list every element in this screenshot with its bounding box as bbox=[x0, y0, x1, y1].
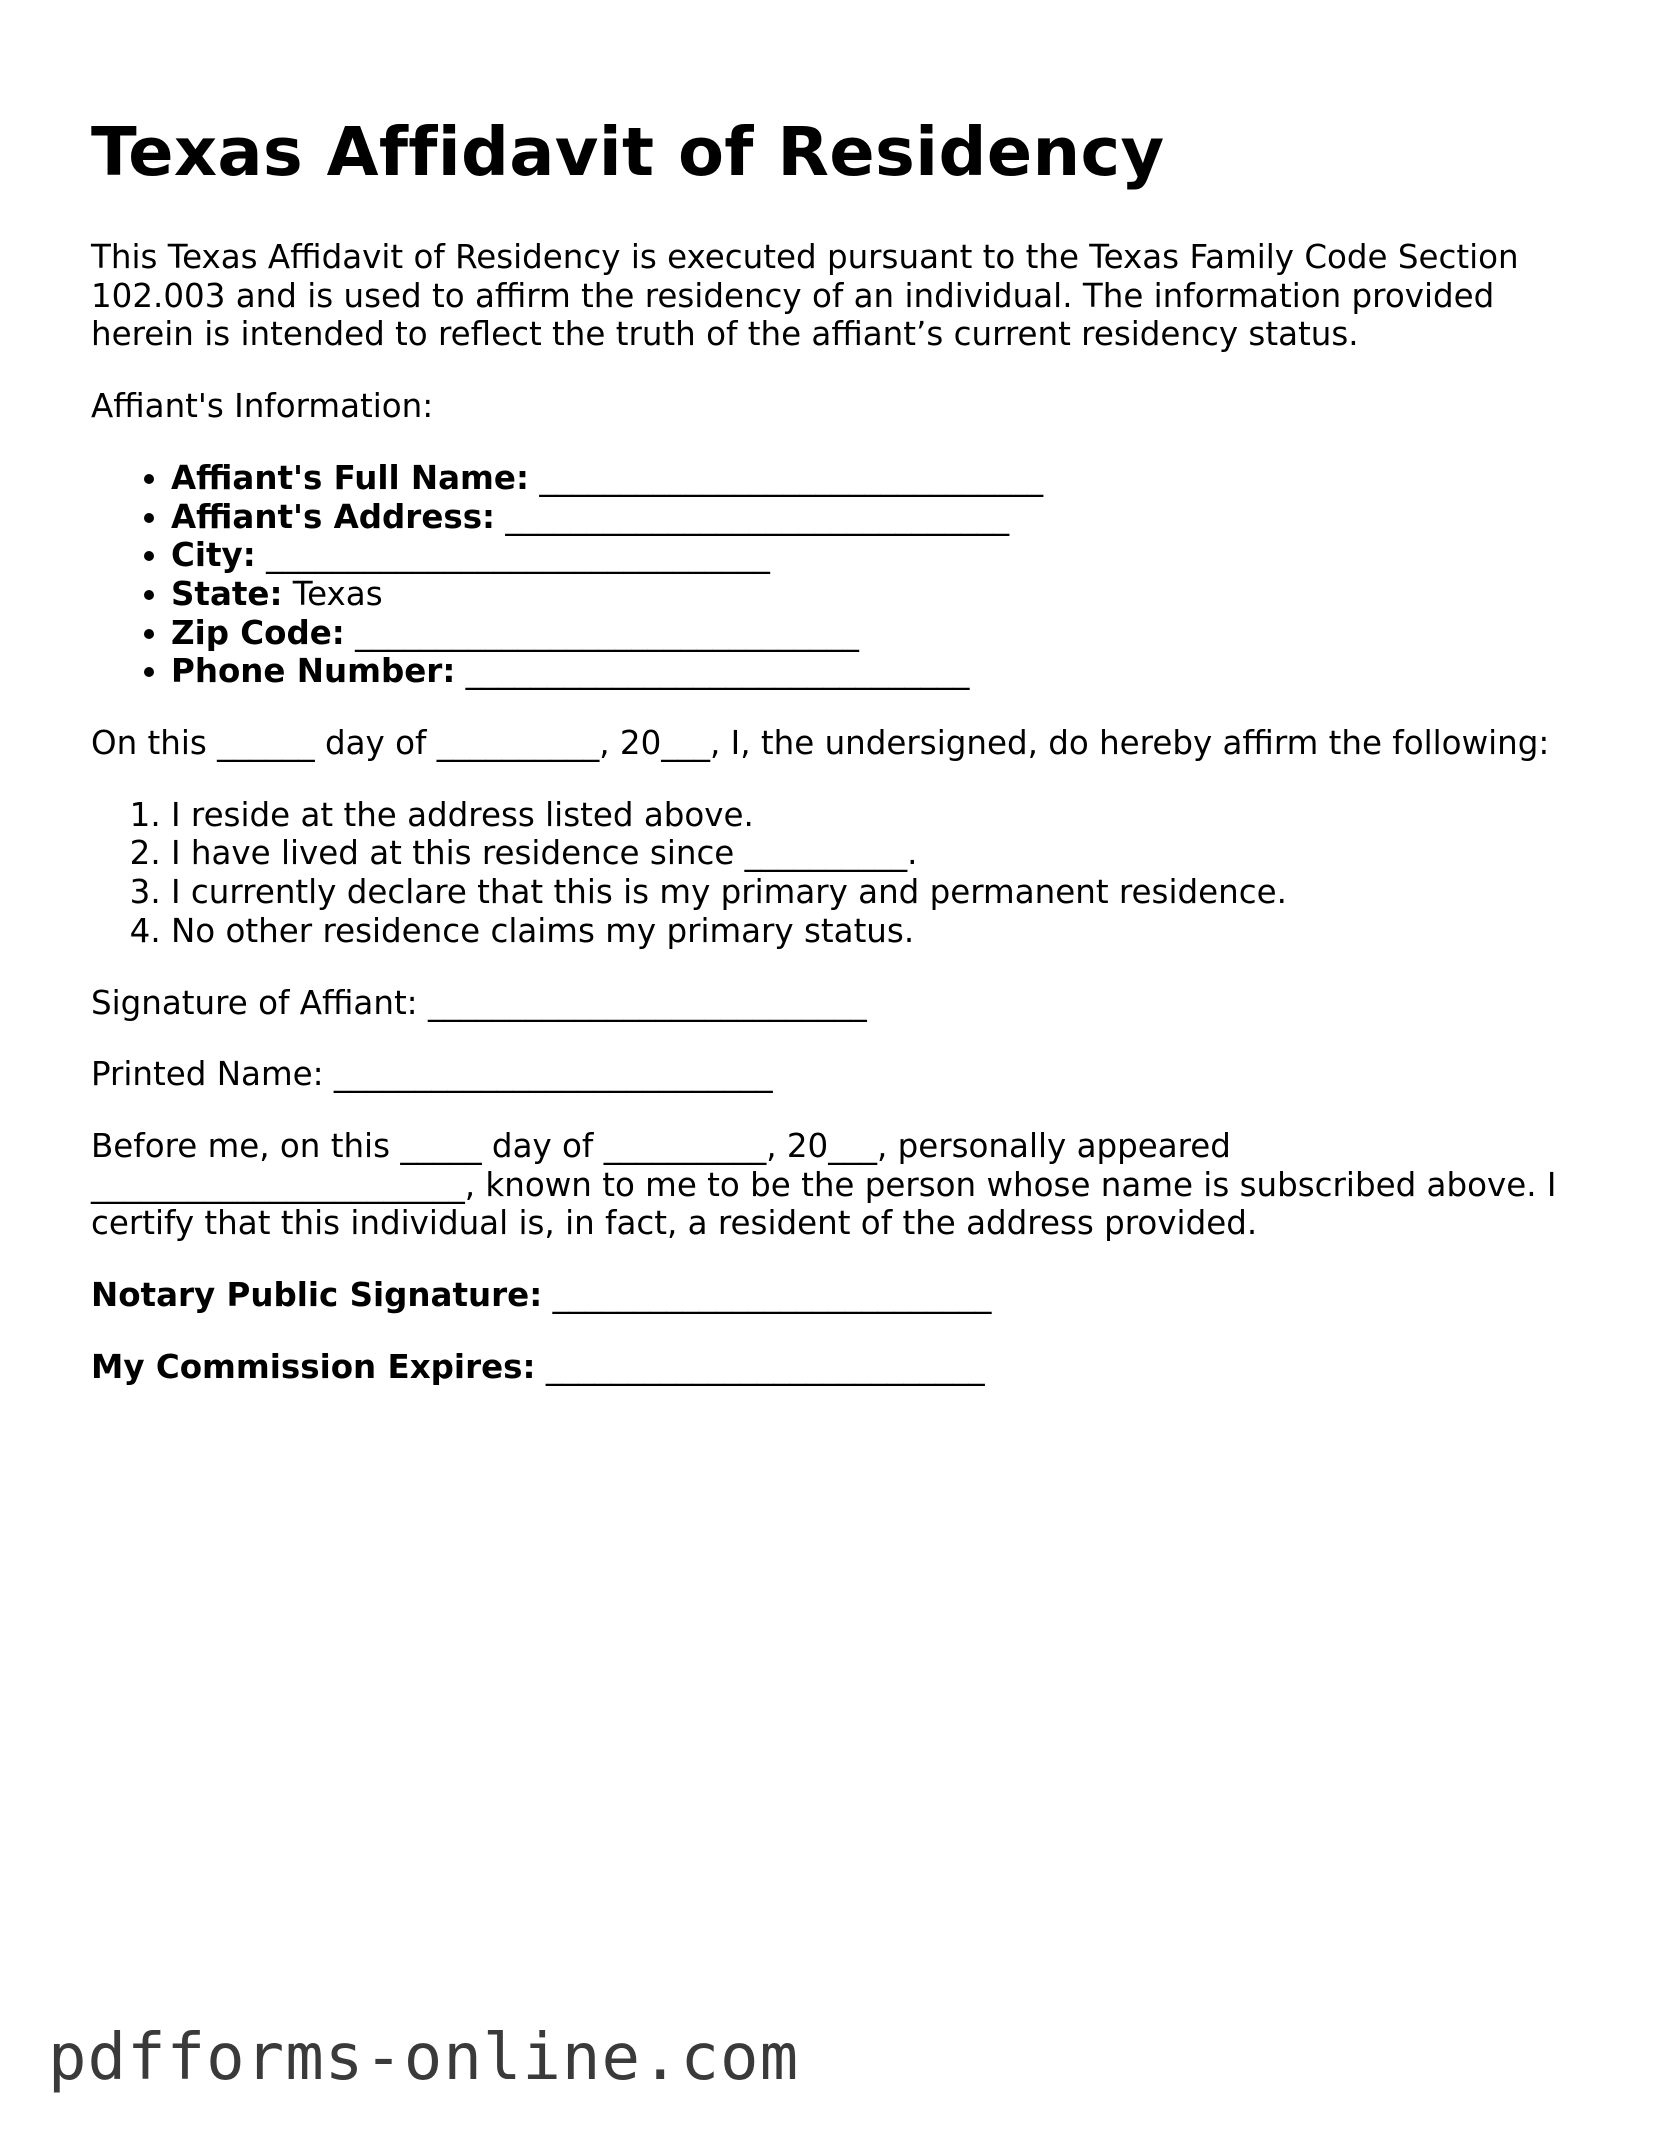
state-label: State: bbox=[171, 574, 283, 613]
zip-code-field[interactable]: _______________________________ bbox=[355, 613, 859, 652]
notary-signature-line bbox=[91, 1276, 1571, 1315]
notary-signature-field[interactable]: ___________________________ bbox=[552, 1276, 992, 1315]
affirmations-list bbox=[91, 796, 1571, 951]
list-item bbox=[171, 575, 1571, 614]
list-item bbox=[171, 459, 1571, 498]
full-name-field[interactable]: _______________________________ bbox=[539, 458, 1044, 497]
watermark: pdfforms-online.com bbox=[48, 2021, 800, 2095]
affiant-info-list bbox=[91, 459, 1571, 691]
address-field[interactable]: _______________________________ bbox=[505, 497, 1010, 536]
document-page bbox=[91, 112, 1571, 1419]
full-name-label: Affiant's Full Name: bbox=[171, 458, 529, 497]
list-item bbox=[171, 614, 1571, 653]
affiant-info-heading: Affiant's Information: bbox=[91, 387, 434, 426]
commission-expires-line bbox=[91, 1348, 1571, 1387]
list-item bbox=[171, 536, 1571, 575]
commission-expires-field[interactable]: ___________________________ bbox=[545, 1347, 985, 1386]
notary-paragraph: Before me, on this _____ day of __________, 20___, personally appeared _______________________, known to me to be the person whose name is subscribed above. I certify that this individual is, in fact, a resident of the address provided. bbox=[91, 1126, 1557, 1243]
list-item: 3. I currently declare that this is my primary and permanent residence. bbox=[171, 873, 1571, 912]
list-item: 1. I reside at the address listed above. bbox=[171, 796, 1571, 835]
city-label: City: bbox=[171, 536, 256, 575]
state-value: Texas bbox=[292, 574, 383, 613]
list-item bbox=[171, 498, 1571, 537]
list-item bbox=[171, 652, 1571, 691]
phone-number-label: Phone Number: bbox=[171, 652, 456, 691]
list-item: 2. I have lived at this residence since __________. bbox=[171, 834, 1571, 873]
phone-number-field[interactable]: _______________________________ bbox=[465, 652, 970, 691]
address-label: Affiant's Address: bbox=[171, 497, 496, 536]
zip-code-label: Zip Code: bbox=[171, 613, 345, 652]
affirm-line: On this ______ day of __________, 20___, I, the undersigned, do hereby affirm the following: bbox=[91, 724, 1550, 763]
list-item: 4. No other residence claims my primary status. bbox=[171, 912, 1571, 951]
signature-line[interactable]: Signature of Affiant: ___________________________ bbox=[91, 983, 867, 1022]
intro-paragraph: This Texas Affidavit of Residency is executed pursuant to the Texas Family Code Section 102.003 and is used to affirm the residency of an individual. The information provided herein is intended to reflect the truth of the affiant’s current residency status. bbox=[91, 238, 1519, 354]
notary-signature-label: Notary Public Signature: bbox=[91, 1276, 543, 1315]
printed-name-line[interactable]: Printed Name: ___________________________ bbox=[91, 1055, 773, 1094]
city-field[interactable]: _______________________________ bbox=[266, 536, 770, 575]
document-title: Texas Affidavit of Residency bbox=[91, 113, 1165, 191]
commission-expires-label: My Commission Expires: bbox=[91, 1347, 536, 1386]
